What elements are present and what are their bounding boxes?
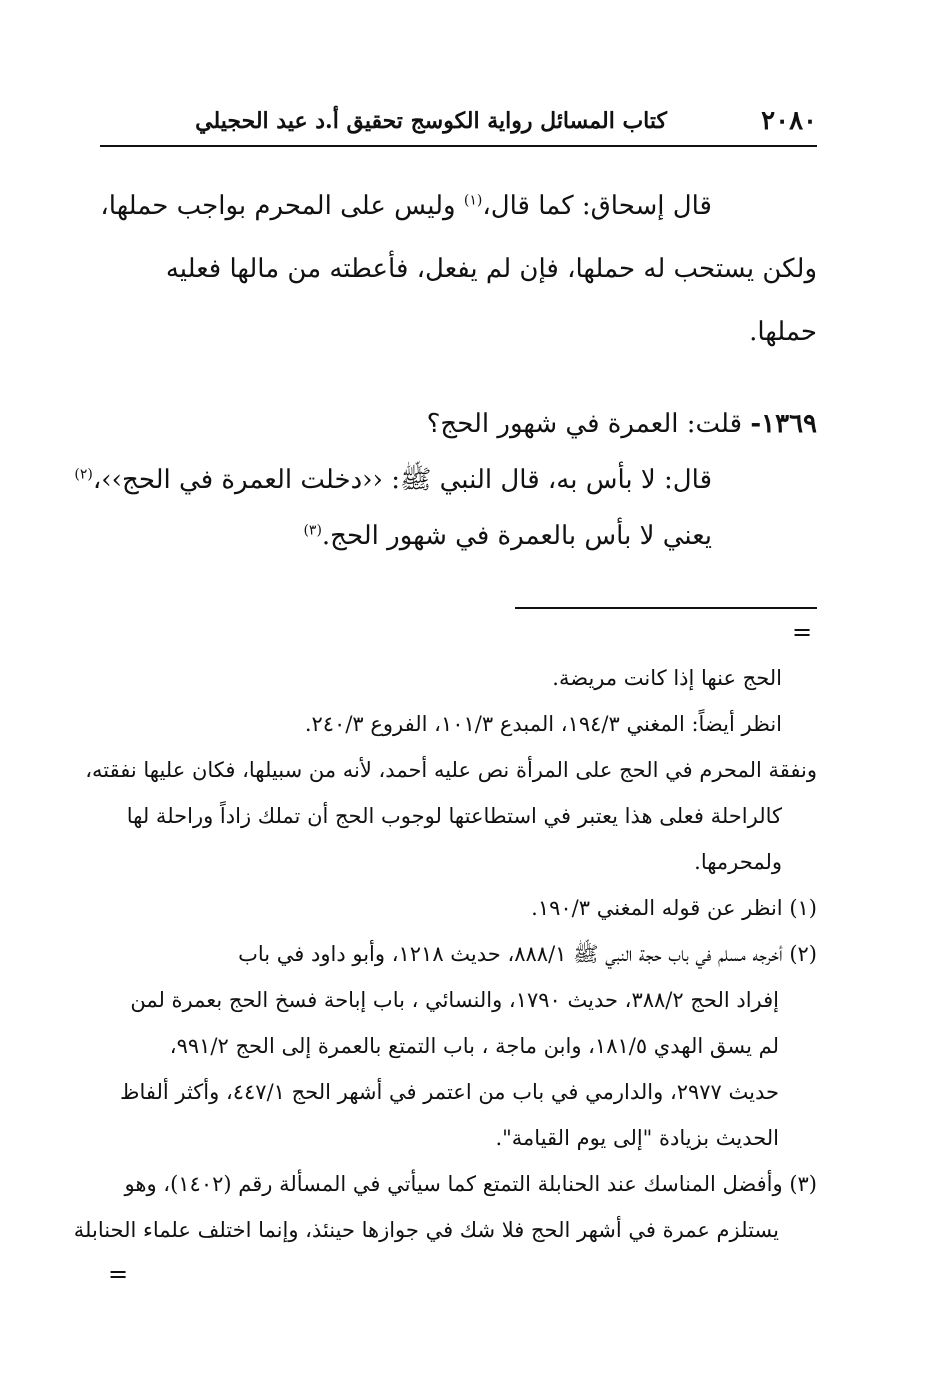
continuation-mark: = (108, 1260, 129, 1288)
footnote-separator (515, 607, 817, 609)
footnote-2-line: (٢) أخرجه مسلم في باب حجة النبي ﷺ ٨٨٨/١، حديث ١٢١٨، وأبو داود في باب (238, 942, 817, 966)
question-1369 (74, 396, 817, 564)
paragraph-ishaq (100, 175, 817, 364)
text-run: وليس على المحرم بواجب حملها، (100, 191, 464, 221)
text-run: قال إسحاق: كما قال، (482, 191, 712, 221)
footnote-3-line: (٣) وأفضل المناسك عند الحنابلة التمتع كما سيأتي في المسألة رقم (١٤٠٢)، وهو (124, 1172, 817, 1196)
footnote-line: ولمحرمها. (694, 850, 782, 874)
footnote-ref: (٢) (74, 466, 93, 483)
footnote-2-line: إفراد الحج ٣٨٨/٢، حديث ١٧٩٠، والنسائي ، باب إباحة فسخ الحج بعمرة لمن (130, 988, 779, 1012)
answer-line (74, 452, 817, 508)
running-title: كتاب المسائل رواية الكوسج تحقيق أ.د عيد الحجيلي (195, 108, 667, 134)
footnote-line: انظر أيضاً: المغني ١٩٤/٣، المبدع ١٠١/٣، الفروع ٢٤٠/٣. (304, 712, 782, 736)
question-text: قلت: العمرة في شهور الحج؟ (426, 409, 751, 439)
question-number: ١٣٦٩- (750, 409, 817, 439)
question-line (100, 396, 817, 452)
page-number: ٢٠٨٠ (761, 106, 817, 136)
paragraph-line: حملها. (749, 317, 817, 347)
footnote-line: ونفقة المحرم في الحج على المرأة نص عليه أحمد، لأنه من سبيلها، فكان عليها نفقته، (85, 758, 817, 782)
footnote-2-line: لم يسق الهدي ١٨١/٥، وابن ماجة ، باب التمتع بالعمرة إلى الحج ٩٩١/٢، (169, 1034, 779, 1058)
footnote-line: كالراحلة فعلى هذا يعتبر في استطاعتها لوجوب الحج أن تملك زاداً وراحلة لها (126, 804, 782, 828)
footnote-2-line: الحديث بزيادة "إلى يوم القيامة". (495, 1126, 779, 1150)
answer-line (100, 508, 817, 564)
footnote-ref: (١) (463, 192, 483, 209)
footnote-ref: (٣) (303, 522, 322, 539)
footnotes (73, 655, 817, 1253)
footnote-line: الحج عنها إذا كانت مريضة. (552, 666, 782, 690)
paragraph-line: ولكن يستحب له حملها، فإن لم يفعل، فأعطته من مالها فعليه (165, 254, 817, 284)
paragraph-line (100, 175, 817, 238)
continuation-mark: = (792, 618, 813, 646)
footnote-1: (١) انظر عن قوله المغني ١٩٠/٣. (531, 896, 817, 920)
footnote-2-line: حديث ٢٩٧٧، والدارمي في باب من اعتمر في أشهر الحج ٤٤٧/١، وأكثر ألفاظ (120, 1080, 779, 1104)
text-run: قال: لا بأس به، قال النبي ﷺ: ‹‹دخلت العمرة في الحج››، (92, 465, 712, 495)
page-header (100, 100, 817, 140)
text-run: يعني لا بأس بالعمرة في شهور الحج. (321, 521, 712, 551)
footnote-3-line: يستلزم عمرة في أشهر الحج فلا شك في جوازها حينئذ، وإنما اختلف علماء الحنابلة (73, 1218, 779, 1242)
header-rule (100, 145, 817, 147)
